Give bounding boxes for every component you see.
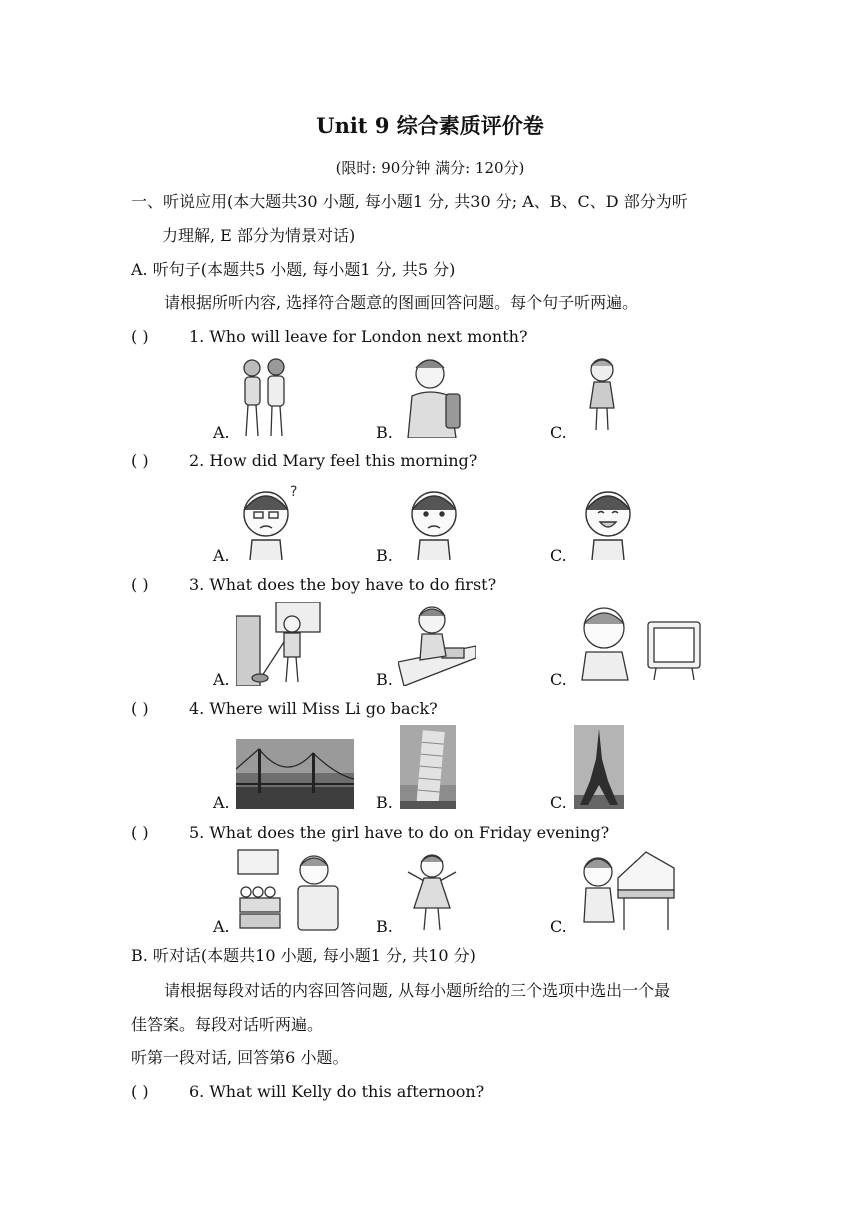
picture-girl-happy[interactable] xyxy=(578,478,644,560)
part-a-instruction: 请根据所听内容, 选择符合题意的图画回答问题。每个句子听两遍。 xyxy=(164,293,639,312)
option-label: A. xyxy=(213,423,230,442)
picture-boy-tv[interactable] xyxy=(576,602,704,684)
question-text: 4. Where will Miss Li go back? xyxy=(189,699,438,718)
section-heading-cont: 力理解, E 部分为情景对话) xyxy=(162,226,356,245)
part-b-heading: B. 听对话(本题共10 小题, 每小题1 分, 共10 分) xyxy=(131,946,476,965)
picture-boy-vacuuming[interactable] xyxy=(236,602,322,686)
question-text: 6. What will Kelly do this afternoon? xyxy=(189,1082,485,1101)
dialogue-instruction: 听第一段对话, 回答第6 小题。 xyxy=(131,1048,349,1067)
answer-bracket[interactable]: ( ) xyxy=(131,451,149,470)
option-label: A. xyxy=(213,670,230,689)
picture-couple[interactable] xyxy=(234,356,296,438)
page-title: Unit 9 综合素质评价卷 xyxy=(316,113,544,138)
part-a-heading: A. 听句子(本题共5 小题, 每小题1 分, 共5 分) xyxy=(131,260,456,279)
part-b-instruction: 请根据每段对话的内容回答问题, 从每小题所给的三个选项中选出一个最 xyxy=(164,981,671,1000)
option-label: A. xyxy=(213,546,230,565)
photo-golden-gate-bridge[interactable] xyxy=(236,739,354,813)
answer-bracket[interactable]: ( ) xyxy=(131,575,149,594)
answer-bracket[interactable]: ( ) xyxy=(131,699,149,718)
option-label: C. xyxy=(550,917,567,936)
picture-girl-cinema[interactable] xyxy=(236,848,340,932)
answer-bracket[interactable]: ( ) xyxy=(131,327,149,346)
answer-bracket[interactable]: ( ) xyxy=(131,823,149,842)
question-text: 3. What does the boy have to do first? xyxy=(189,575,497,594)
photo-leaning-tower-of-pisa[interactable] xyxy=(400,725,456,813)
option-label: A. xyxy=(213,917,230,936)
option-label: B. xyxy=(376,793,393,812)
option-label: B. xyxy=(376,670,393,689)
photo-eiffel-tower[interactable] xyxy=(574,725,624,813)
question-text: 5. What does the girl have to do on Friday evening? xyxy=(189,823,610,842)
picture-boy-reading[interactable] xyxy=(398,602,476,686)
picture-girl-piano[interactable] xyxy=(576,848,676,932)
picture-girl-sad[interactable] xyxy=(404,480,468,560)
option-label: B. xyxy=(376,546,393,565)
part-b-instruction-cont: 佳答案。每段对话听两遍。 xyxy=(131,1015,324,1034)
option-label: C. xyxy=(550,793,567,812)
picture-girl-dancing[interactable] xyxy=(404,852,460,932)
question-text: 1. Who will leave for London next month? xyxy=(189,327,528,346)
option-label: C. xyxy=(550,546,567,565)
page-subtitle: (限时: 90分钟 满分: 120分) xyxy=(335,159,525,177)
option-label: C. xyxy=(550,670,567,689)
option-label: B. xyxy=(376,917,393,936)
section-heading: 一、听说应用(本大题共30 小题, 每小题1 分, 共30 分; A、B、C、D 部分为听 xyxy=(131,192,688,211)
option-label: A. xyxy=(213,793,230,812)
picture-girl[interactable] xyxy=(582,356,622,432)
svg-text:?: ? xyxy=(290,484,298,500)
picture-girl-confused[interactable] xyxy=(238,480,302,560)
option-label: C. xyxy=(550,423,567,442)
question-text: 2. How did Mary feel this morning? xyxy=(189,451,478,470)
option-label: B. xyxy=(376,423,393,442)
picture-boy-backpack[interactable] xyxy=(400,352,468,438)
answer-bracket[interactable]: ( ) xyxy=(131,1082,149,1101)
